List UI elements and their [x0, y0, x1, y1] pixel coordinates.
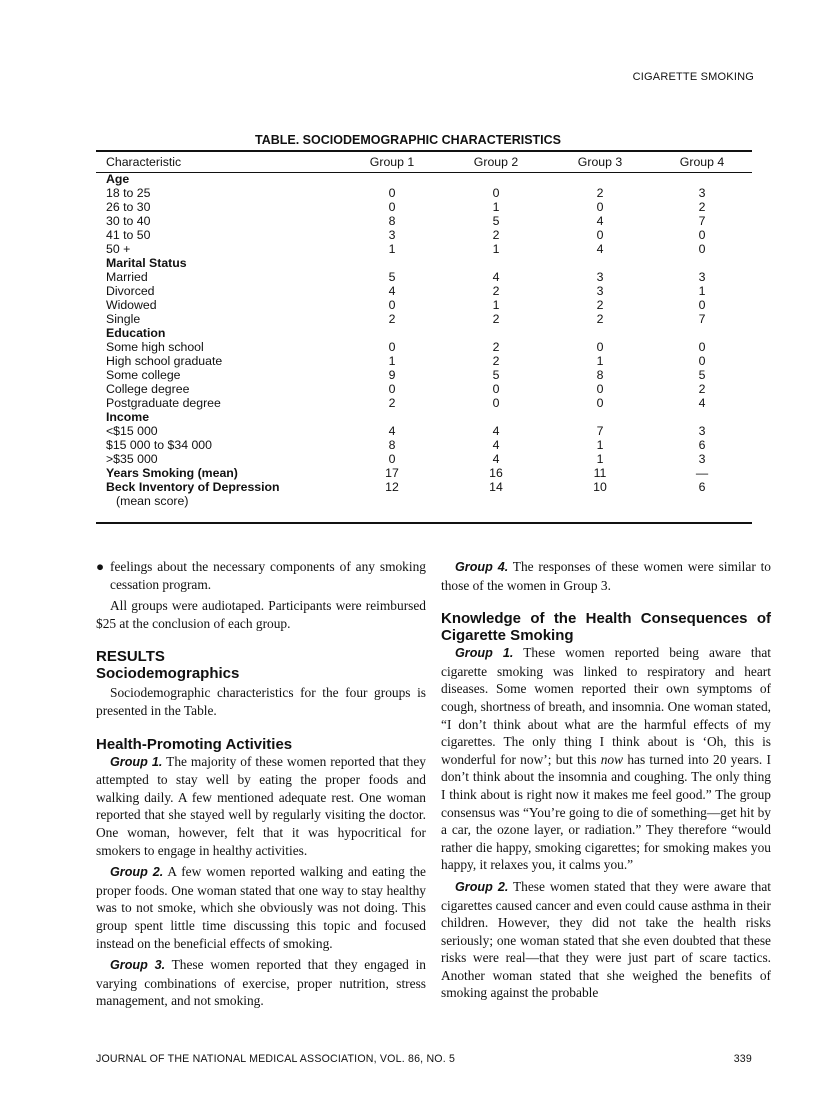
row-label-cell [96, 354, 340, 368]
table-cell: 3 [698, 270, 706, 284]
table-cell: 0 [492, 382, 500, 396]
row-label-cell [96, 466, 340, 480]
table-bottom-rule [96, 522, 752, 524]
table-cell: 0 [492, 186, 500, 200]
table-cell: 3 [698, 424, 706, 438]
row-label: Years Smoking (mean) [106, 466, 238, 480]
row-label: $15 000 to $34 000 [106, 438, 212, 452]
running-head: CIGARETTE SMOKING [632, 71, 754, 83]
table-cell: 5 [388, 270, 396, 284]
row-label: Marital Status [106, 256, 187, 270]
table-cell: 0 [596, 340, 604, 354]
table-row [96, 326, 752, 340]
table-cell: 0 [698, 298, 706, 312]
table-cell [652, 256, 752, 270]
table-row [96, 284, 752, 298]
table-cell: 2 [698, 382, 706, 396]
row-label: Education [106, 326, 166, 340]
table-cell: 5 [698, 368, 706, 382]
table-row [96, 368, 752, 382]
table-cell: 0 [698, 228, 706, 242]
table-cell: 4 [492, 270, 500, 284]
row-label: College degree [106, 382, 190, 396]
table-cell [340, 410, 444, 424]
table-cell: 0 [596, 228, 604, 242]
table-cell: 0 [698, 242, 706, 256]
row-label-cell [96, 438, 340, 452]
table-cell: 6 [698, 438, 706, 452]
table-row [96, 200, 752, 214]
row-label-cell [96, 368, 340, 382]
table-cell: 4 [698, 396, 706, 410]
subsection-heading: Sociodemographics [96, 665, 240, 683]
table-cell: 7 [596, 424, 604, 438]
table-cell: 4 [596, 242, 604, 256]
row-label: Married [106, 270, 148, 284]
bullet-icon: ● [96, 559, 105, 574]
row-sublabel: (mean score) [116, 494, 189, 508]
row-label: High school graduate [106, 354, 223, 368]
table-row [96, 312, 752, 326]
table-cell: 11 [593, 466, 607, 480]
paragraph [441, 644, 771, 874]
table-cell: 0 [388, 186, 396, 200]
table-cell: 1 [388, 354, 396, 368]
table-cell: 2 [596, 298, 604, 312]
bullet-text: feelings about the necessary components of any smoking cessation program. [110, 559, 426, 592]
table-body [96, 172, 752, 508]
paragraph-text: has turned into 20 years. I don’t think about the insomnia and coughing. The only thing I think about is right now it makes me feel good.” The group consensus was “You’re going to die of something—get hit by a car, the ozone layer, or radiation.” They therefore “would rather die happy, smoking cigarettes; for smoking makes you happy, it relaxes you, it calms you.” [441, 751, 771, 873]
table-cell [548, 326, 652, 340]
column-header: Group 3 [577, 155, 623, 169]
table-cell [444, 410, 548, 424]
table-cell: 4 [492, 438, 500, 452]
table-row [96, 466, 752, 480]
table-cell: 2 [492, 284, 500, 298]
table-row [96, 354, 752, 368]
table-title: TABLE. SOCIODEMOGRAPHIC CHARACTERISTICS [254, 133, 562, 147]
table-cell: 1 [492, 298, 500, 312]
table-cell [652, 326, 752, 340]
paragraph-text: The majority of these women reported that they attempted to stay well by eating the proper foods and walking daily. A few mentioned adequate rest. One woman reported that she stayed well by regularly visiting the doctor. One woman, however, felt that it was hypocritical for smokers to engage in healthy activities. [96, 753, 426, 858]
table-row [96, 424, 752, 438]
table-row [96, 186, 752, 200]
table-cell: 2 [388, 312, 396, 326]
table-cell: 17 [385, 466, 399, 480]
row-label-cell [96, 200, 340, 214]
row-label: Some college [106, 368, 181, 382]
row-label: Widowed [106, 298, 157, 312]
table-cell: 2 [492, 340, 500, 354]
paragraph [96, 956, 426, 1010]
row-label: Income [106, 410, 150, 424]
table-cell: 0 [698, 354, 706, 368]
group-label: Group 1. [455, 646, 514, 661]
table-cell: 14 [489, 480, 503, 494]
paragraph-text: These women reported being aware that cigarette smoking was linked to respiratory and heart diseases. Some women reported their own symptoms of cough, shortness of breath, and insomnia. One woman stated, “I don’t think about what are the harmful effects of my cigarettes. The only thing I think about is ‘Oh, this is wonderful for now’; but this [441, 645, 771, 767]
column-header: Group 1 [369, 155, 415, 169]
sociodemographic-table [96, 152, 752, 508]
table-cell: 0 [698, 340, 706, 354]
table-cell: 0 [596, 396, 604, 410]
row-label: Beck Inventory of Depression [106, 480, 280, 494]
table-cell [652, 172, 752, 186]
table-row [96, 242, 752, 256]
table-cell: 0 [492, 396, 500, 410]
table-row [96, 396, 752, 410]
row-label-cell [96, 382, 340, 396]
subsection-heading: Knowledge of the Health Consequences of Cigarette Smoking [441, 610, 771, 645]
section-heading: RESULTS [96, 648, 165, 666]
table-cell: 2 [596, 186, 604, 200]
row-label-cell [96, 242, 340, 256]
table-cell: 1 [492, 242, 500, 256]
table-cell: 12 [385, 480, 399, 494]
table-cell [548, 172, 652, 186]
table-cell: 0 [388, 298, 396, 312]
table-cell: 5 [492, 368, 500, 382]
table-cell: 8 [388, 214, 396, 228]
table-cell [340, 326, 444, 340]
table-row [96, 340, 752, 354]
table-row [96, 172, 752, 186]
table-cell: 0 [388, 382, 396, 396]
table-cell: 16 [489, 466, 503, 480]
row-label: 50 + [106, 242, 131, 256]
row-label: 26 to 30 [106, 200, 151, 214]
table-cell: 0 [388, 340, 396, 354]
table-row [96, 382, 752, 396]
column-header: Characteristic [106, 155, 182, 169]
row-label-cell [96, 326, 340, 340]
table-row [96, 256, 752, 270]
row-label: 18 to 25 [106, 186, 151, 200]
journal-citation: JOURNAL OF THE NATIONAL MEDICAL ASSOCIATION, VOL. 86, NO. 5 [96, 1053, 456, 1065]
table-cell: 7 [698, 312, 706, 326]
paragraph [96, 863, 426, 952]
row-label-cell [96, 270, 340, 284]
paragraph: Sociodemographic characteristics for the four groups is presented in the Table. [96, 685, 426, 718]
group-label: Group 2. [455, 879, 509, 894]
table-cell: 1 [698, 284, 706, 298]
table-cell: 3 [698, 452, 706, 466]
row-label-cell [96, 396, 340, 410]
table-cell: 2 [698, 200, 706, 214]
group-label: Group 4. [455, 560, 509, 574]
table-cell: 9 [388, 368, 396, 382]
table-row [96, 228, 752, 242]
table-cell: 7 [698, 214, 706, 228]
row-label-cell [96, 340, 340, 354]
table-row [96, 410, 752, 424]
row-label-cell [96, 452, 340, 466]
paragraph [441, 878, 771, 1002]
row-label-cell [96, 480, 340, 508]
page-number: 339 [733, 1053, 752, 1065]
subsection-heading: Health-Promoting Activities [96, 735, 293, 753]
table-row [96, 270, 752, 284]
paragraph-text: The responses of these women were similar to those of the women in Group 3. [441, 559, 771, 593]
row-label: Postgraduate degree [106, 396, 221, 410]
right-column [441, 558, 771, 1002]
table-cell [548, 256, 652, 270]
bullet-list-item [96, 558, 426, 593]
table-cell: 1 [596, 354, 604, 368]
table-cell: 0 [596, 200, 604, 214]
table-cell: — [695, 466, 709, 480]
row-label-cell [96, 228, 340, 242]
table-cell: 10 [593, 480, 607, 494]
table-cell: 1 [596, 438, 604, 452]
row-label-cell [96, 298, 340, 312]
table-cell: 2 [492, 228, 500, 242]
table-cell: 5 [492, 214, 500, 228]
group-label: Group 3. [110, 958, 166, 973]
emphasis: now [600, 751, 624, 767]
table-cell: 3 [388, 228, 396, 242]
table-cell [340, 172, 444, 186]
table-cell: 4 [492, 452, 500, 466]
row-label: 30 to 40 [106, 214, 151, 228]
row-label: >$35 000 [106, 452, 158, 466]
table-cell: 8 [596, 368, 604, 382]
table-cell: 2 [492, 354, 500, 368]
table-header-row [96, 152, 752, 172]
table-cell: 0 [388, 200, 396, 214]
table-cell: 4 [388, 284, 396, 298]
row-label-cell [96, 172, 340, 186]
table-cell: 1 [388, 242, 396, 256]
table-cell: 3 [596, 284, 604, 298]
table-cell [548, 410, 652, 424]
table-cell: 2 [492, 312, 500, 326]
row-label-cell [96, 214, 340, 228]
row-label-cell [96, 424, 340, 438]
row-label: Single [106, 312, 141, 326]
table-cell [652, 410, 752, 424]
table-cell [444, 256, 548, 270]
group-label: Group 2. [110, 865, 164, 880]
row-label: <$15 000 [106, 424, 158, 438]
table-cell: 6 [698, 480, 706, 494]
table-cell: 4 [596, 214, 604, 228]
table-cell: 4 [492, 424, 500, 438]
row-label: Some high school [106, 340, 204, 354]
paragraph-text: These women stated that they were aware that cigarettes caused cancer and even could cause asthma in their children. However, they did not take the health risks seriously; one woman stated that she even doubted that these risks were real—that they were just part of scare tactics. Another woman stated that she weighed the benefits of smoking against the probable [441, 878, 772, 1001]
table-cell: 1 [492, 200, 500, 214]
paragraph [441, 558, 771, 594]
column-header: Group 2 [473, 155, 519, 169]
table-cell [340, 256, 444, 270]
row-label: 41 to 50 [106, 228, 151, 242]
table-cell: 1 [596, 452, 604, 466]
table-row [96, 214, 752, 228]
table-cell: 3 [698, 186, 706, 200]
row-label-cell [96, 312, 340, 326]
column-header: Group 4 [679, 155, 725, 169]
table-cell: 0 [388, 452, 396, 466]
row-label: Age [106, 172, 130, 186]
table-row [96, 298, 752, 312]
left-column [96, 558, 426, 1010]
table-cell: 2 [388, 396, 396, 410]
table-cell: 2 [596, 312, 604, 326]
row-label-cell [96, 256, 340, 270]
table-cell: 4 [388, 424, 396, 438]
paragraph [96, 753, 426, 860]
table-cell: 3 [596, 270, 604, 284]
table-cell [444, 326, 548, 340]
table-row [96, 480, 752, 508]
group-label: Group 1. [110, 754, 163, 769]
table-cell [444, 172, 548, 186]
table-cell: 0 [596, 382, 604, 396]
table-row [96, 452, 752, 466]
paragraph-text: A few women reported walking and eating the proper foods. One woman stated that one way to stay healthy was to not smoke, which she obviously was not doing. This group spent little time discussing this topic and focused instead on the beneficial effects of smoking. [96, 864, 427, 951]
row-label-cell [96, 410, 340, 424]
paragraph-text: These women reported that they engaged in varying combinations of exercise, proper nutrition, stress management, and not smoking. [96, 957, 426, 1009]
page-footer [96, 1053, 752, 1065]
table-cell: 8 [388, 438, 396, 452]
row-label: Divorced [106, 284, 155, 298]
row-label-cell [96, 284, 340, 298]
table-row [96, 438, 752, 452]
row-label-cell [96, 186, 340, 200]
paragraph: All groups were audiotaped. Participants were reimbursed $25 at the conclusion of each group. [96, 598, 426, 631]
